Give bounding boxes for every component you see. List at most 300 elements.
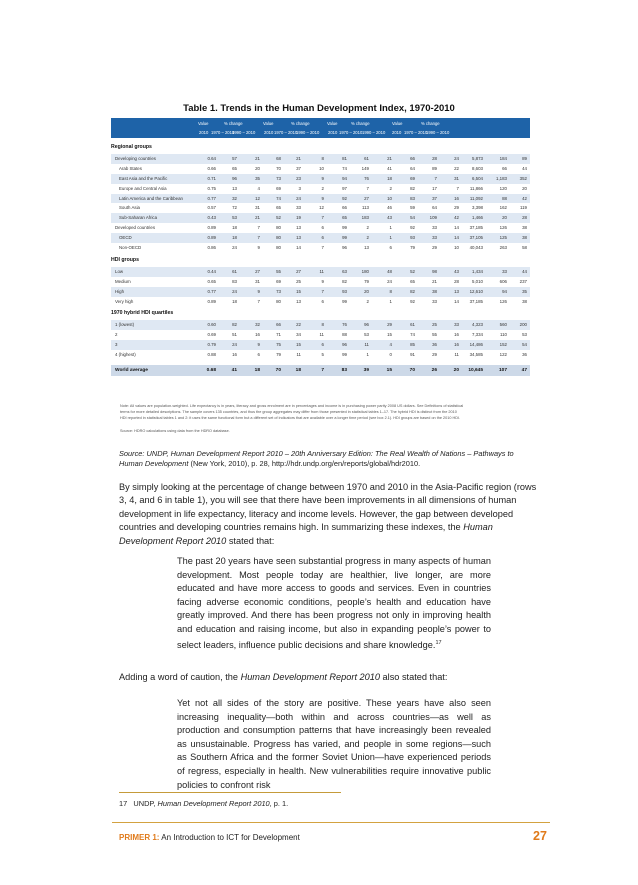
table-cell: 88 [342, 332, 347, 338]
table-cell: 23 [296, 175, 301, 181]
footnote-number: 17 [119, 799, 128, 808]
table-cell: 32 [232, 195, 237, 201]
table-cell: 11 [364, 342, 369, 348]
table-cell: 82 [410, 288, 415, 294]
column-subheader: 1990 – 2010 [426, 130, 450, 135]
table-cell: 88 [502, 195, 507, 201]
table-cell: 69 [410, 175, 415, 181]
table-cell: 24 [232, 288, 237, 294]
table-cell: 237 [519, 278, 527, 284]
row-label: Latin America and the Caribbean [119, 195, 183, 201]
table-row [111, 203, 530, 213]
table-cell: 352 [519, 175, 527, 181]
table-cell: 43 [387, 215, 392, 221]
row-label: Developed countries [115, 225, 156, 231]
table-cell: 122 [499, 352, 507, 358]
table-cell: 76 [342, 322, 347, 328]
table-cell: 1,183 [496, 175, 507, 181]
row-label: 4 (highest) [115, 352, 136, 358]
table-cell: 34 [296, 332, 301, 338]
table-cell: 51 [232, 332, 237, 338]
table-cell: 27 [364, 195, 369, 201]
table-cell: 13 [364, 245, 369, 251]
footer-primer-label: PRIMER 1: [119, 833, 160, 842]
table-cell: 54 [410, 215, 415, 221]
table-row [111, 320, 530, 330]
table-cell: 6 [389, 245, 392, 251]
table-cell: 33 [432, 225, 437, 231]
quote-text: The past 20 years have seen substantial progress in many aspects of human development. Most people today are healthier, live longer, are more educated and have more access to goods and services. Even in countries facing adverse economic conditions, people’s health and education have greatly improved. And there has been progress not only in improving health and education and raising income, but also in expanding people’s power to select leaders, influence public decisions and share knowledge. [177, 556, 491, 650]
table-cell: 26 [431, 368, 437, 374]
table-cell: 24 [232, 245, 237, 251]
block-quote-2: Yet not all sides of the story are positive. These years have also seen increasing inequality—both within and across countries—as well as production and consumption patterns that have increasingly been revealed as unsustainable. Progress has varied, and people in some regions—such as Southern Africa and the former Soviet Union—have experienced periods of regress, especially in health. New vulnerabilities require innovative public policies to confront risk [177, 698, 491, 790]
table-cell: 96 [364, 322, 369, 328]
row-label: 1 (lowest) [115, 322, 135, 328]
table-group-heading: Regional groups [111, 144, 152, 150]
table-row [111, 233, 530, 243]
table-cell: 85 [410, 342, 415, 348]
table-cell: 11 [296, 352, 301, 358]
table-cell: 4 [389, 342, 392, 348]
report-title: Human Development Report 2010 [119, 522, 493, 546]
table-cell: 0.43 [207, 215, 216, 221]
table-cell: 15 [296, 342, 301, 348]
table-cell: 14 [454, 225, 459, 231]
table-cell: 0.75 [207, 185, 216, 191]
column-header: Value [392, 121, 403, 126]
row-label: East Asia and the Pacific [119, 175, 168, 181]
table-cell: 7 [321, 368, 324, 374]
table-cell: 46 [387, 205, 392, 211]
table-cell: 33 [454, 322, 459, 328]
table-row [111, 164, 530, 174]
table-cell: 65 [410, 278, 415, 284]
table-cell: 29 [432, 245, 437, 251]
row-label: Arab States [119, 165, 142, 171]
table-cell: 109 [429, 215, 437, 221]
table-cell: 200 [519, 322, 527, 328]
row-label: 3 [115, 342, 118, 348]
table-cell: 20 [453, 368, 459, 374]
footer [119, 833, 300, 842]
table-cell: 6 [321, 298, 324, 304]
table-cell: 94 [342, 175, 347, 181]
table-cell: 65 [342, 215, 347, 221]
table-cell: 35 [522, 288, 527, 294]
table-source-line: Source: HDRO calculations using data from the HDRO database. [120, 429, 230, 433]
table-cell: 9 [257, 288, 260, 294]
table-cell: 53 [232, 215, 237, 221]
table-cell: 80 [276, 225, 281, 231]
table-cell: 7 [321, 288, 324, 294]
table-cell: 24 [296, 195, 301, 201]
table-cell: 6,504 [472, 175, 483, 181]
table-cell: 14 [454, 235, 459, 241]
table-cell: 20 [522, 185, 527, 191]
table-cell: 13 [296, 235, 301, 241]
table-cell: 43 [454, 268, 459, 274]
table-cell: 65 [276, 205, 281, 211]
table-cell: 12,610 [469, 288, 483, 294]
table-cell: 0.60 [207, 322, 216, 328]
table-cell: 125 [499, 235, 507, 241]
table-cell: 38 [432, 288, 437, 294]
table-row [111, 243, 530, 253]
table-cell: 31 [255, 205, 260, 211]
table-cell: 13 [296, 225, 301, 231]
table-cell: 38 [522, 225, 527, 231]
table-title: Table 1. Trends in the Human Development Index, 1970-2010 [183, 103, 455, 114]
table-cell: 0 [389, 352, 392, 358]
table-row [111, 277, 530, 287]
table-cell: 59 [410, 205, 415, 211]
table-cell: 126 [499, 225, 507, 231]
table-row [111, 340, 530, 350]
table-cell: 83 [341, 368, 347, 374]
table-cell: 65 [232, 165, 237, 171]
table-cell: 11,866 [469, 185, 483, 191]
column-subheader: 1990 – 2010 [232, 130, 256, 135]
table-cell: 119 [520, 205, 527, 211]
table-row [111, 287, 530, 297]
report-title: Human Development Report 2010 [240, 672, 380, 682]
table-cell: 0.79 [207, 342, 216, 348]
table-cell: 0.77 [207, 288, 216, 294]
table-cell: 27 [255, 268, 260, 274]
table-cell: 3 [298, 185, 301, 191]
table-cell: 96 [232, 175, 237, 181]
paragraph-text: Adding a word of caution, the [119, 672, 241, 682]
table-cell: 2 [389, 185, 392, 191]
paragraph-text: also stated that: [380, 672, 448, 682]
table-cell: 16 [255, 332, 260, 338]
table-cell: 7 [456, 185, 459, 191]
table-header [111, 118, 530, 138]
table-cell: 9 [321, 175, 324, 181]
table-cell: 34,585 [469, 352, 483, 358]
table-cell: 29 [454, 205, 459, 211]
table-cell: 10 [387, 195, 392, 201]
table-cell: 7 [257, 225, 260, 231]
table-cell: 18 [232, 298, 237, 304]
paragraph-2 [119, 671, 537, 684]
table-cell: 61 [410, 322, 415, 328]
table-cell: 24 [387, 278, 392, 284]
table-cell: 61 [364, 156, 369, 161]
table-cell: 33 [502, 268, 507, 274]
table-cell: 11,092 [469, 195, 483, 201]
table-cell: 183 [361, 215, 369, 221]
table-cell: 18 [232, 225, 237, 231]
table-cell: 44 [522, 268, 527, 274]
column-subheader: 1970 – 2010 [339, 130, 363, 135]
table-cell: 21 [387, 156, 392, 161]
table-cell: 79 [276, 352, 281, 358]
table-cell: 21 [432, 278, 437, 284]
table-cell: 64 [410, 165, 415, 171]
table-cell: 5,873 [472, 156, 483, 161]
table-cell: 17 [432, 185, 437, 191]
table-cell: 14 [296, 245, 301, 251]
table-cell: 11 [454, 352, 459, 358]
footnote-divider [119, 792, 341, 793]
table-cell: 11 [319, 332, 324, 338]
table-cell: 0.71 [207, 175, 216, 181]
table-cell: 16 [454, 342, 459, 348]
table-cell: 1 [389, 298, 392, 304]
table-cell: 73 [276, 288, 281, 294]
table-cell: 113 [362, 205, 369, 211]
table-cell: 0.65 [207, 278, 216, 284]
table-cell: 0.66 [207, 165, 216, 171]
table-cell: 8,603 [472, 165, 483, 171]
table-row [111, 297, 530, 307]
table-cell: 92 [410, 225, 415, 231]
table-cell: 40,043 [469, 245, 483, 251]
table-cell: 263 [499, 245, 507, 251]
table-cell: 89 [432, 165, 437, 171]
table-cell: 16 [232, 352, 237, 358]
table-cell: 2 [366, 235, 369, 241]
table-cell: 66 [410, 156, 415, 161]
table-note-line: HDI reported in statistical tables 1 and 2: it uses the same functional form but a different set of indicators that are available over a longer time period (see box 2.1). HDI groups are based on the 2010 HDI. [120, 416, 461, 420]
table-cell: 75 [276, 342, 281, 348]
table-cell: 6 [257, 352, 260, 358]
table-cell: 20 [364, 288, 369, 294]
row-label: Very high [115, 298, 134, 304]
table-cell: 10 [454, 245, 459, 251]
table-cell: 83 [232, 278, 237, 284]
table-cell: 41 [387, 165, 392, 171]
table-cell: 39 [363, 368, 369, 374]
table-cell: 70 [409, 368, 415, 374]
footer-title: An Introduction to ICT for Development [161, 833, 300, 842]
table-cell: 68 [276, 156, 281, 161]
table-cell: 560 [499, 322, 507, 328]
source-tail: (New York, 2010), p. 28, http://hdr.undp.org/en/reports/global/hdr2010. [190, 459, 421, 468]
table-cell: 52 [410, 268, 415, 274]
table-cell: 16 [454, 195, 459, 201]
table-cell: 12 [255, 195, 260, 201]
table-row [111, 213, 530, 223]
table-cell: 37 [432, 195, 437, 201]
column-subheader: 1990 – 2010 [296, 130, 320, 135]
table-cell: 38 [522, 298, 527, 304]
column-header: Value [263, 121, 274, 126]
table-cell: 29 [387, 322, 392, 328]
footnote-title: Human Development Report 2010 [157, 799, 270, 808]
table-cell: 54 [522, 342, 527, 348]
table-cell: 110 [500, 332, 507, 338]
table-cell: 37,105 [469, 235, 483, 241]
table-group-heading: HDI groups [111, 256, 139, 263]
table-cell: 74 [410, 332, 415, 338]
table-cell: 93 [342, 288, 347, 294]
table-cell: 70 [275, 368, 281, 374]
table-cell: 0.64 [207, 156, 216, 161]
table-cell: 74 [276, 195, 281, 201]
table-cell: 47 [521, 368, 527, 374]
table-cell: 33 [432, 298, 437, 304]
footnote [119, 799, 288, 808]
table-cell: 7 [257, 298, 260, 304]
table-cell: 4 [257, 185, 260, 191]
table-cell: 35 [255, 175, 260, 181]
column-header: Value [198, 121, 209, 126]
table-cell: 2 [366, 225, 369, 231]
table-cell: 92 [410, 298, 415, 304]
table-cell: 7 [321, 215, 324, 221]
block-quote-1 [177, 555, 491, 652]
table-cell: 2 [321, 185, 324, 191]
table-header-sub [111, 128, 530, 138]
table-cell: 98 [432, 268, 437, 274]
table-cell: 9 [321, 195, 324, 201]
table-cell: 1 [366, 352, 369, 358]
table-cell: 28 [522, 215, 527, 221]
table-cell: 19 [296, 215, 301, 221]
table-cell: 7 [321, 245, 324, 251]
source-prefix: Source: [119, 449, 145, 458]
table-cell: 126 [499, 298, 507, 304]
table-cell: 6 [321, 342, 324, 348]
table-cell: 55 [276, 268, 281, 274]
table-cell: 7,334 [472, 332, 483, 338]
table-row [111, 350, 530, 360]
table-cell: 27 [296, 268, 301, 274]
table-cell: 16 [454, 332, 459, 338]
table-cell: 6 [321, 235, 324, 241]
table-cell: 24 [454, 156, 459, 161]
table-cell: 58 [522, 245, 527, 251]
column-subheader: 1970 – 2010 [404, 130, 428, 135]
table-body [111, 140, 530, 376]
column-subheader: 2010 [328, 130, 338, 135]
table-cell: 96 [342, 342, 347, 348]
column-subheader: 1970 – 2010 [211, 130, 235, 135]
table-cell: 1 [389, 235, 392, 241]
column-subheader: 2010 [392, 130, 402, 135]
table-row [111, 330, 530, 340]
table-cell: 79 [410, 245, 415, 251]
table-cell: 5 [321, 352, 324, 358]
table-cell: 61 [232, 268, 237, 274]
table-cell: 5,010 [472, 278, 483, 284]
row-label: OECD [119, 235, 132, 241]
table-cell: 72 [232, 205, 237, 211]
table-row [111, 267, 530, 277]
table-cell: 8 [321, 156, 324, 161]
table-row [111, 174, 530, 184]
table-cell: 37,185 [469, 298, 483, 304]
table-cell: 0.89 [207, 225, 216, 231]
table-cell: 38 [522, 235, 527, 241]
table-cell: 0.89 [207, 235, 216, 241]
table-cell: 94 [502, 288, 507, 294]
source-title: UNDP, Human Development Report 2010 – 20th Anniversary Edition: The Real Wealth of Nations – Pathways to Human Development [119, 449, 514, 468]
column-header: % change [291, 121, 310, 126]
table-cell: 18 [232, 235, 237, 241]
table-cell: 162 [499, 205, 507, 211]
row-label: Developing countries [115, 156, 157, 161]
table-cell: 10 [319, 165, 324, 171]
table-cell: 31 [454, 175, 459, 181]
row-label: Europe and Central Asia [119, 185, 167, 191]
table-cell: 12 [319, 205, 324, 211]
table-cell: 15 [296, 288, 301, 294]
table-row [111, 154, 530, 164]
table-cell: 71 [276, 332, 281, 338]
table-cell: 82 [410, 185, 415, 191]
table-cell: 7 [434, 175, 437, 181]
table-cell: 28 [432, 156, 437, 161]
table-cell: 18 [295, 368, 301, 374]
paragraph-text: stated that: [226, 535, 275, 546]
table-cell: 69 [276, 185, 281, 191]
table-cell: 37,185 [469, 225, 483, 231]
table-note-line: Note: All values are population-weighted. Life expectancy is in years, literacy and gross enrolment are in percentages and income is in purchasing power parity 2008 US dollars. See Definitions of statistical [120, 404, 464, 408]
table-cell: 1,466 [472, 215, 483, 221]
table-cell: 80 [276, 235, 281, 241]
table-cell: 13 [296, 298, 301, 304]
row-label: South Asia [119, 205, 140, 211]
table-cell: 42 [522, 195, 527, 201]
table-cell: 107 [498, 368, 507, 374]
source-citation [119, 449, 539, 469]
column-subheader: 2010 [264, 130, 274, 135]
table-cell: 91 [410, 352, 415, 358]
table-cell: 0.88 [207, 352, 216, 358]
table-cell: 81 [342, 156, 347, 161]
table-cell: 92 [342, 195, 347, 201]
table-cell: 9 [257, 245, 260, 251]
table-cell: 66 [502, 165, 507, 171]
table-cell: 14,486 [469, 342, 483, 348]
table-cell: 36 [522, 352, 527, 358]
table-cell: 28 [454, 278, 459, 284]
table-cell: 80 [276, 298, 281, 304]
table-cell: 6 [321, 225, 324, 231]
table-cell: 73 [276, 175, 281, 181]
table-cell: 2 [366, 298, 369, 304]
paragraph-text: By simply looking at the percentage of change between 1970 and 2010 in the Asia-Pacific region (rows 3, 4, and 6 in table 1), you will see that there have been improvements in all dimensions of human development in life expectancy, literacy and income levels. However, the gap between developed countries and developing countries remains high. In summarizing these indexes, the [119, 482, 537, 533]
row-label: World average [115, 368, 148, 374]
table-cell: 79 [364, 278, 369, 284]
table-cell: 14 [454, 298, 459, 304]
table-cell: 25 [296, 278, 301, 284]
table-cell: 41 [231, 368, 237, 374]
table-cell: 7 [257, 235, 260, 241]
table-cell: 15 [386, 368, 392, 374]
table-cell: 18 [254, 368, 260, 374]
table-cell: 32 [255, 322, 260, 328]
table-group-heading: 1970 hybrid HDI quartiles [111, 310, 174, 317]
table-cell: 149 [361, 165, 369, 171]
table-cell: 97 [342, 185, 347, 191]
table-cell: 64 [432, 205, 437, 211]
table-cell: 8 [389, 288, 392, 294]
footnote-ref: 17 [435, 639, 442, 646]
table-cell: 42 [454, 215, 459, 221]
table-cell: 606 [499, 278, 507, 284]
table-cell: 55 [432, 332, 437, 338]
row-label: Low [115, 268, 124, 274]
row-label: Sub-Saharan Africa [119, 215, 158, 221]
table-cell: 13 [454, 288, 459, 294]
table-cell: 7 [366, 185, 369, 191]
table-cell: 82 [232, 322, 237, 328]
table-cell: 10,645 [468, 368, 483, 374]
